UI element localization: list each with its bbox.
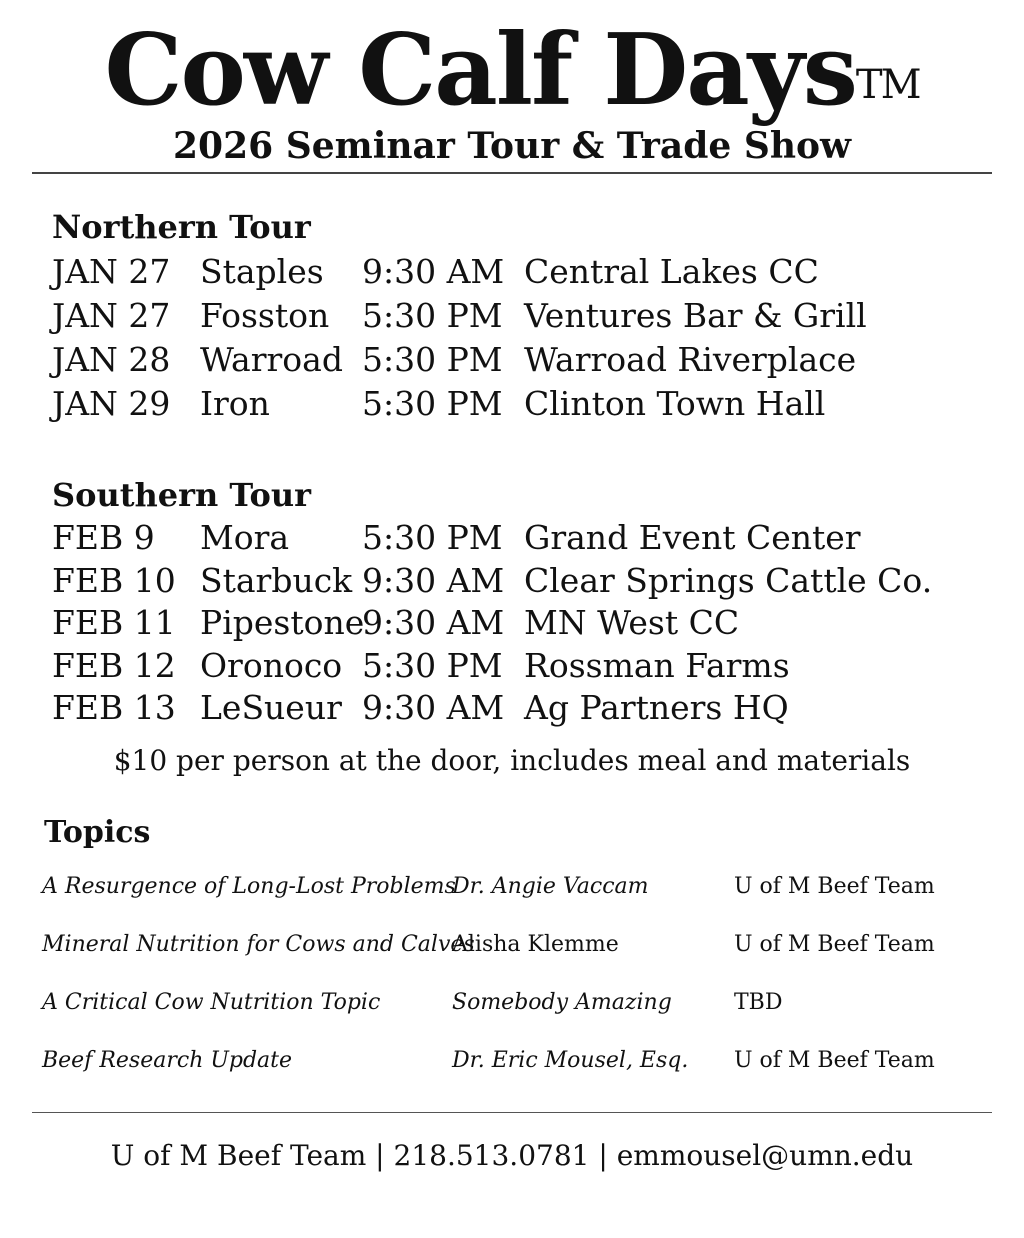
schedule-row — [52, 294, 867, 338]
page-subtitle: 2026 Seminar Tour & Trade Show — [172, 125, 852, 167]
schedule-row — [52, 602, 932, 645]
topic-speaker: Somebody Amazing — [452, 990, 672, 1015]
topic-title: A Critical Cow Nutrition Topic — [42, 990, 381, 1015]
title-text: Cow Calf Days — [104, 13, 856, 128]
topic-row — [42, 1041, 935, 1099]
event-venue: Warroad Riverplace — [524, 340, 857, 379]
event-venue: Ventures Bar & Grill — [524, 296, 867, 335]
trademark-symbol: TM — [855, 62, 920, 108]
event-date: FEB 10 — [52, 560, 176, 600]
schedule-row — [52, 250, 867, 294]
event-time: 9:30 AM — [362, 560, 505, 600]
event-time: 9:30 AM — [362, 688, 505, 727]
topic-title: Beef Research Update — [42, 1048, 293, 1073]
topic-title: Mineral Nutrition for Cows and Calves — [42, 932, 475, 957]
footer-contact: U of M Beef Team | 218.513.0781 | emmousel@umn.edu — [110, 1139, 914, 1172]
event-venue: MN West CC — [524, 603, 740, 642]
topic-row — [42, 867, 935, 925]
topic-organization: TBD — [734, 990, 783, 1015]
topic-organization: U of M Beef Team — [734, 932, 935, 957]
event-venue: Clinton Town Hall — [524, 384, 826, 423]
event-venue: Rossman Farms — [524, 645, 790, 685]
northern-tour-heading: Northern Tour — [52, 208, 311, 246]
event-date: JAN 28 — [52, 340, 171, 379]
schedule-row — [52, 517, 932, 560]
topic-organization: U of M Beef Team — [734, 1048, 935, 1073]
event-time: 5:30 PM — [362, 296, 503, 335]
price-note: $10 per person at the door, includes meal and materials — [113, 744, 911, 777]
event-time: 5:30 PM — [362, 384, 503, 423]
topic-row — [42, 925, 935, 983]
southern-tour-heading: Southern Tour — [52, 476, 311, 514]
event-venue: Central Lakes CC — [524, 252, 819, 291]
event-town: Mora — [200, 518, 290, 557]
event-town: Starbuck — [200, 560, 353, 600]
event-town: Staples — [200, 252, 324, 291]
event-time: 9:30 AM — [362, 603, 505, 642]
bottom-divider — [32, 1112, 992, 1113]
topic-speaker: Dr. Angie Vaccam — [452, 874, 649, 899]
topic-speaker: Alisha Klemme — [452, 932, 619, 957]
event-date: FEB 12 — [52, 645, 176, 685]
page-title — [0, 13, 1024, 128]
topics-heading: Topics — [44, 815, 151, 850]
northern-tour-schedule — [52, 250, 867, 426]
topic-speaker: Dr. Eric Mousel, Esq. — [452, 1048, 689, 1073]
topics-list — [42, 867, 935, 1099]
schedule-row — [52, 338, 867, 382]
schedule-row — [52, 687, 932, 730]
top-divider — [32, 172, 992, 174]
event-time: 5:30 PM — [362, 645, 503, 685]
event-time: 5:30 PM — [362, 340, 503, 379]
event-date: JAN 27 — [52, 296, 171, 335]
event-time: 9:30 AM — [362, 252, 505, 291]
event-time: 5:30 PM — [362, 518, 503, 557]
topic-title: A Resurgence of Long-Lost Problems — [42, 874, 456, 899]
schedule-row — [52, 560, 932, 603]
event-venue: Ag Partners HQ — [524, 688, 789, 727]
event-date: FEB 11 — [52, 603, 176, 642]
event-venue: Clear Springs Cattle Co. — [524, 560, 933, 600]
schedule-row — [52, 382, 867, 426]
event-date: JAN 27 — [52, 252, 171, 291]
event-town: Warroad — [200, 340, 343, 379]
topic-row — [42, 983, 935, 1041]
event-date: JAN 29 — [52, 384, 171, 423]
event-town: Pipestone — [200, 603, 365, 642]
event-date: FEB 13 — [52, 688, 176, 727]
event-town: Fosston — [200, 296, 330, 335]
event-date: FEB 9 — [52, 518, 155, 557]
southern-tour-schedule — [52, 517, 932, 730]
event-town: LeSueur — [200, 688, 342, 727]
schedule-row — [52, 645, 932, 688]
event-venue: Grand Event Center — [524, 518, 861, 557]
event-town: Iron — [200, 384, 270, 423]
topic-organization: U of M Beef Team — [734, 874, 935, 899]
event-town: Oronoco — [200, 645, 343, 685]
